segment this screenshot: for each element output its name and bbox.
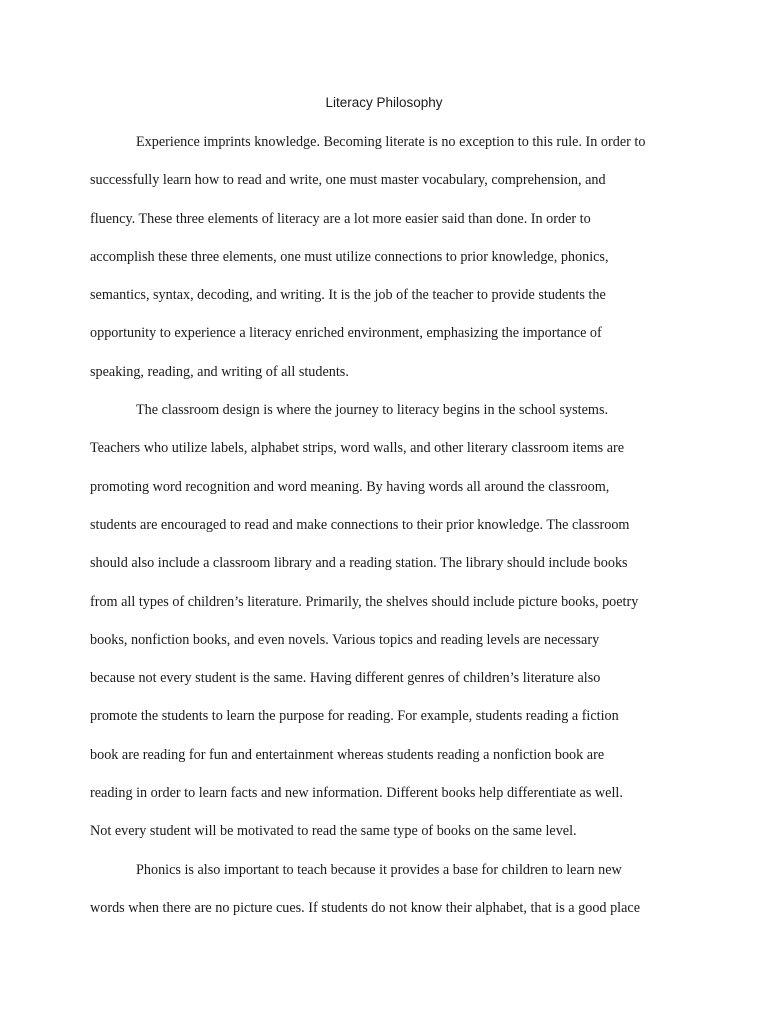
text-line: Not every student will be motivated to read the same type of books on the same level.: [90, 823, 577, 840]
text-line: accomplish these three elements, one must utilize connections to prior knowledge, phonics,: [90, 248, 609, 265]
text-line: The classroom design is where the journey to literacy begins in the school systems.: [136, 402, 609, 419]
paragraph-1: [90, 130, 690, 398]
text-line: reading in order to learn facts and new information. Different books help differentiate as well.: [90, 785, 623, 802]
text-line: promoting word recognition and word meaning. By having words all around the classroom,: [90, 478, 610, 495]
text-line: because not every student is the same. Having different genres of children’s literature also: [90, 670, 601, 687]
document-title: Literacy Philosophy: [325, 95, 443, 110]
paragraph-3: [90, 858, 690, 935]
text-line: semantics, syntax, decoding, and writing. It is the job of the teacher to provide students the: [90, 287, 606, 304]
text-line: Experience imprints knowledge. Becoming literate is no exception to this rule. In order to: [136, 134, 646, 150]
text-line: Phonics is also important to teach because it provides a base for children to learn new: [136, 861, 622, 878]
text-line: promote the students to learn the purpose for reading. For example, students reading a fiction: [90, 708, 619, 725]
text-line: should also include a classroom library and a reading station. The library should include books: [90, 555, 628, 572]
text-line: from all types of children’s literature. Primarily, the shelves should include picture books, poetry: [90, 593, 639, 610]
text-line: Teachers who utilize labels, alphabet strips, word walls, and other literary classroom items are: [90, 440, 625, 457]
text-line: book are reading for fun and entertainment whereas students reading a nonfiction book are: [90, 746, 605, 763]
text-line: opportunity to experience a literacy enriched environment, emphasizing the importance of: [90, 325, 602, 342]
text-line: fluency. These three elements of literacy are a lot more easier said than done. In order to: [90, 210, 591, 227]
text-line: speaking, reading, and writing of all students.: [90, 363, 349, 380]
text-line: students are encouraged to read and make connections to their prior knowledge. The classroom: [90, 516, 630, 533]
text-line: books, nonfiction books, and even novels. Various topics and reading levels are necessary: [90, 631, 600, 648]
text-line: words when there are no picture cues. If students do not know their alphabet, that is a good place: [90, 899, 640, 916]
document-body: [90, 130, 690, 934]
text-line: successfully learn how to read and write, one must master vocabulary, comprehension, and: [90, 172, 606, 189]
paragraph-2: [90, 398, 690, 858]
